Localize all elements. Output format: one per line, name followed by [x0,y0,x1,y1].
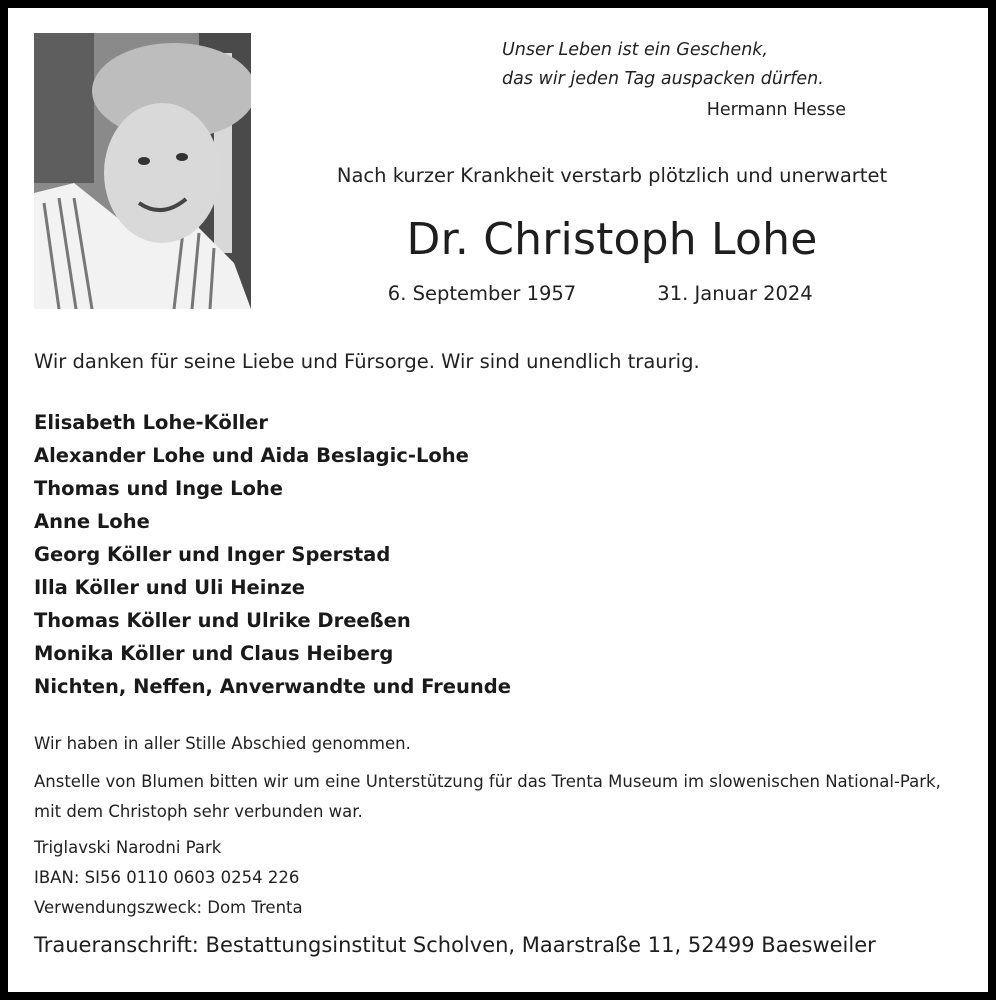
bank-purpose: Verwendungszweck: Dom Trenta [34,898,303,917]
bank-recipient: Triglavski Narodni Park [34,838,222,857]
quote-author: Hermann Hesse [706,100,846,120]
mourner-name: Thomas und Inge Lohe [34,477,284,500]
quote-line-1: Unser Leben ist ein Geschenk, [502,40,768,60]
mourner-name: Thomas Köller und Ulrike Dreeßen [34,609,411,632]
quote [502,36,862,94]
mourners-list [34,406,934,703]
thanks-text: Wir danken für seine Liebe und Fürsorge. Wir sind unendlich traurig. [34,350,700,373]
mourner-name: Illa Köller und Uli Heinze [34,576,305,599]
mourning-address: Traueranschrift: Bestattungsinstitut Scholven, Maarstraße 11, 52499 Baesweiler [34,933,876,957]
mourner-name: Alexander Lohe und Aida Beslagic-Lohe [34,444,469,467]
mourner-name: Monika Köller und Claus Heiberg [34,642,394,665]
donation-request: Anstelle von Blumen bitten wir um eine Unterstützung für das Trenta Museum im slowenischen National-Park, mit dem Christoph sehr verbunden war. [34,772,941,821]
deceased-name: Dr. Christoph Lohe [406,214,818,265]
bank-iban: IBAN: SI56 0110 0603 0254 226 [34,868,300,887]
death-date: 31. Januar 2024 [657,282,813,305]
mourner-name: Elisabeth Lohe-Köller [34,411,269,434]
mourner-name: Anne Lohe [34,510,150,533]
portrait-photo [34,33,251,309]
death-intro: Nach kurzer Krankheit verstarb plötzlich und unerwartet [336,164,888,187]
bank-details [34,833,944,923]
mourner-name: Georg Köller und Inger Sperstad [34,543,391,566]
quote-line-2: das wir jeden Tag auspacken dürfen. [502,69,824,89]
farewell-text: Wir haben in aller Stille Abschied genommen. [34,734,411,753]
birth-date: 6. September 1957 [387,282,577,305]
mourner-name: Nichten, Neffen, Anverwandte und Freunde [34,675,511,698]
